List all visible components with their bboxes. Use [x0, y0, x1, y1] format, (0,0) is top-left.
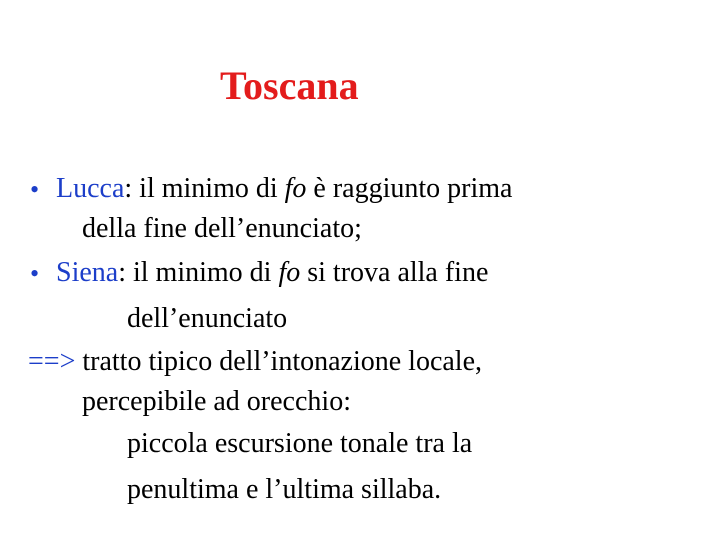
lucca-name: Lucca [56, 173, 125, 204]
conclusion-text-1: tratto tipico dell’intonazione locale, [75, 346, 483, 377]
lucca-line-2: della fine dell’enunciato; [82, 213, 362, 244]
siena-text-a: : il minimo di [118, 257, 279, 288]
conclusion-line-2: percepibile ad orecchio: [82, 386, 351, 417]
slide-title: Toscana [220, 63, 359, 108]
conclusion-line-3: piccola escursione tonale tra la [127, 428, 473, 459]
bullet-lucca: • [30, 175, 40, 204]
lucca-line-1 [56, 172, 512, 206]
lucca-fo: fo [284, 173, 307, 204]
siena-line-2: dell’enunciato [127, 303, 288, 334]
conclusion-line-1 [28, 345, 482, 379]
bullet-siena: • [30, 259, 40, 288]
conclusion-line-4: penultima e l’ultima sillaba. [127, 474, 442, 505]
siena-fo: fo [278, 257, 301, 288]
siena-name: Siena [56, 257, 119, 288]
lucca-text-c: è raggiunto prima [306, 173, 513, 204]
lucca-text-a: : il minimo di [124, 173, 285, 204]
siena-text-c: si trova alla fine [300, 257, 489, 288]
arrow-symbol: ==> [28, 346, 76, 377]
siena-line-1 [56, 256, 488, 290]
